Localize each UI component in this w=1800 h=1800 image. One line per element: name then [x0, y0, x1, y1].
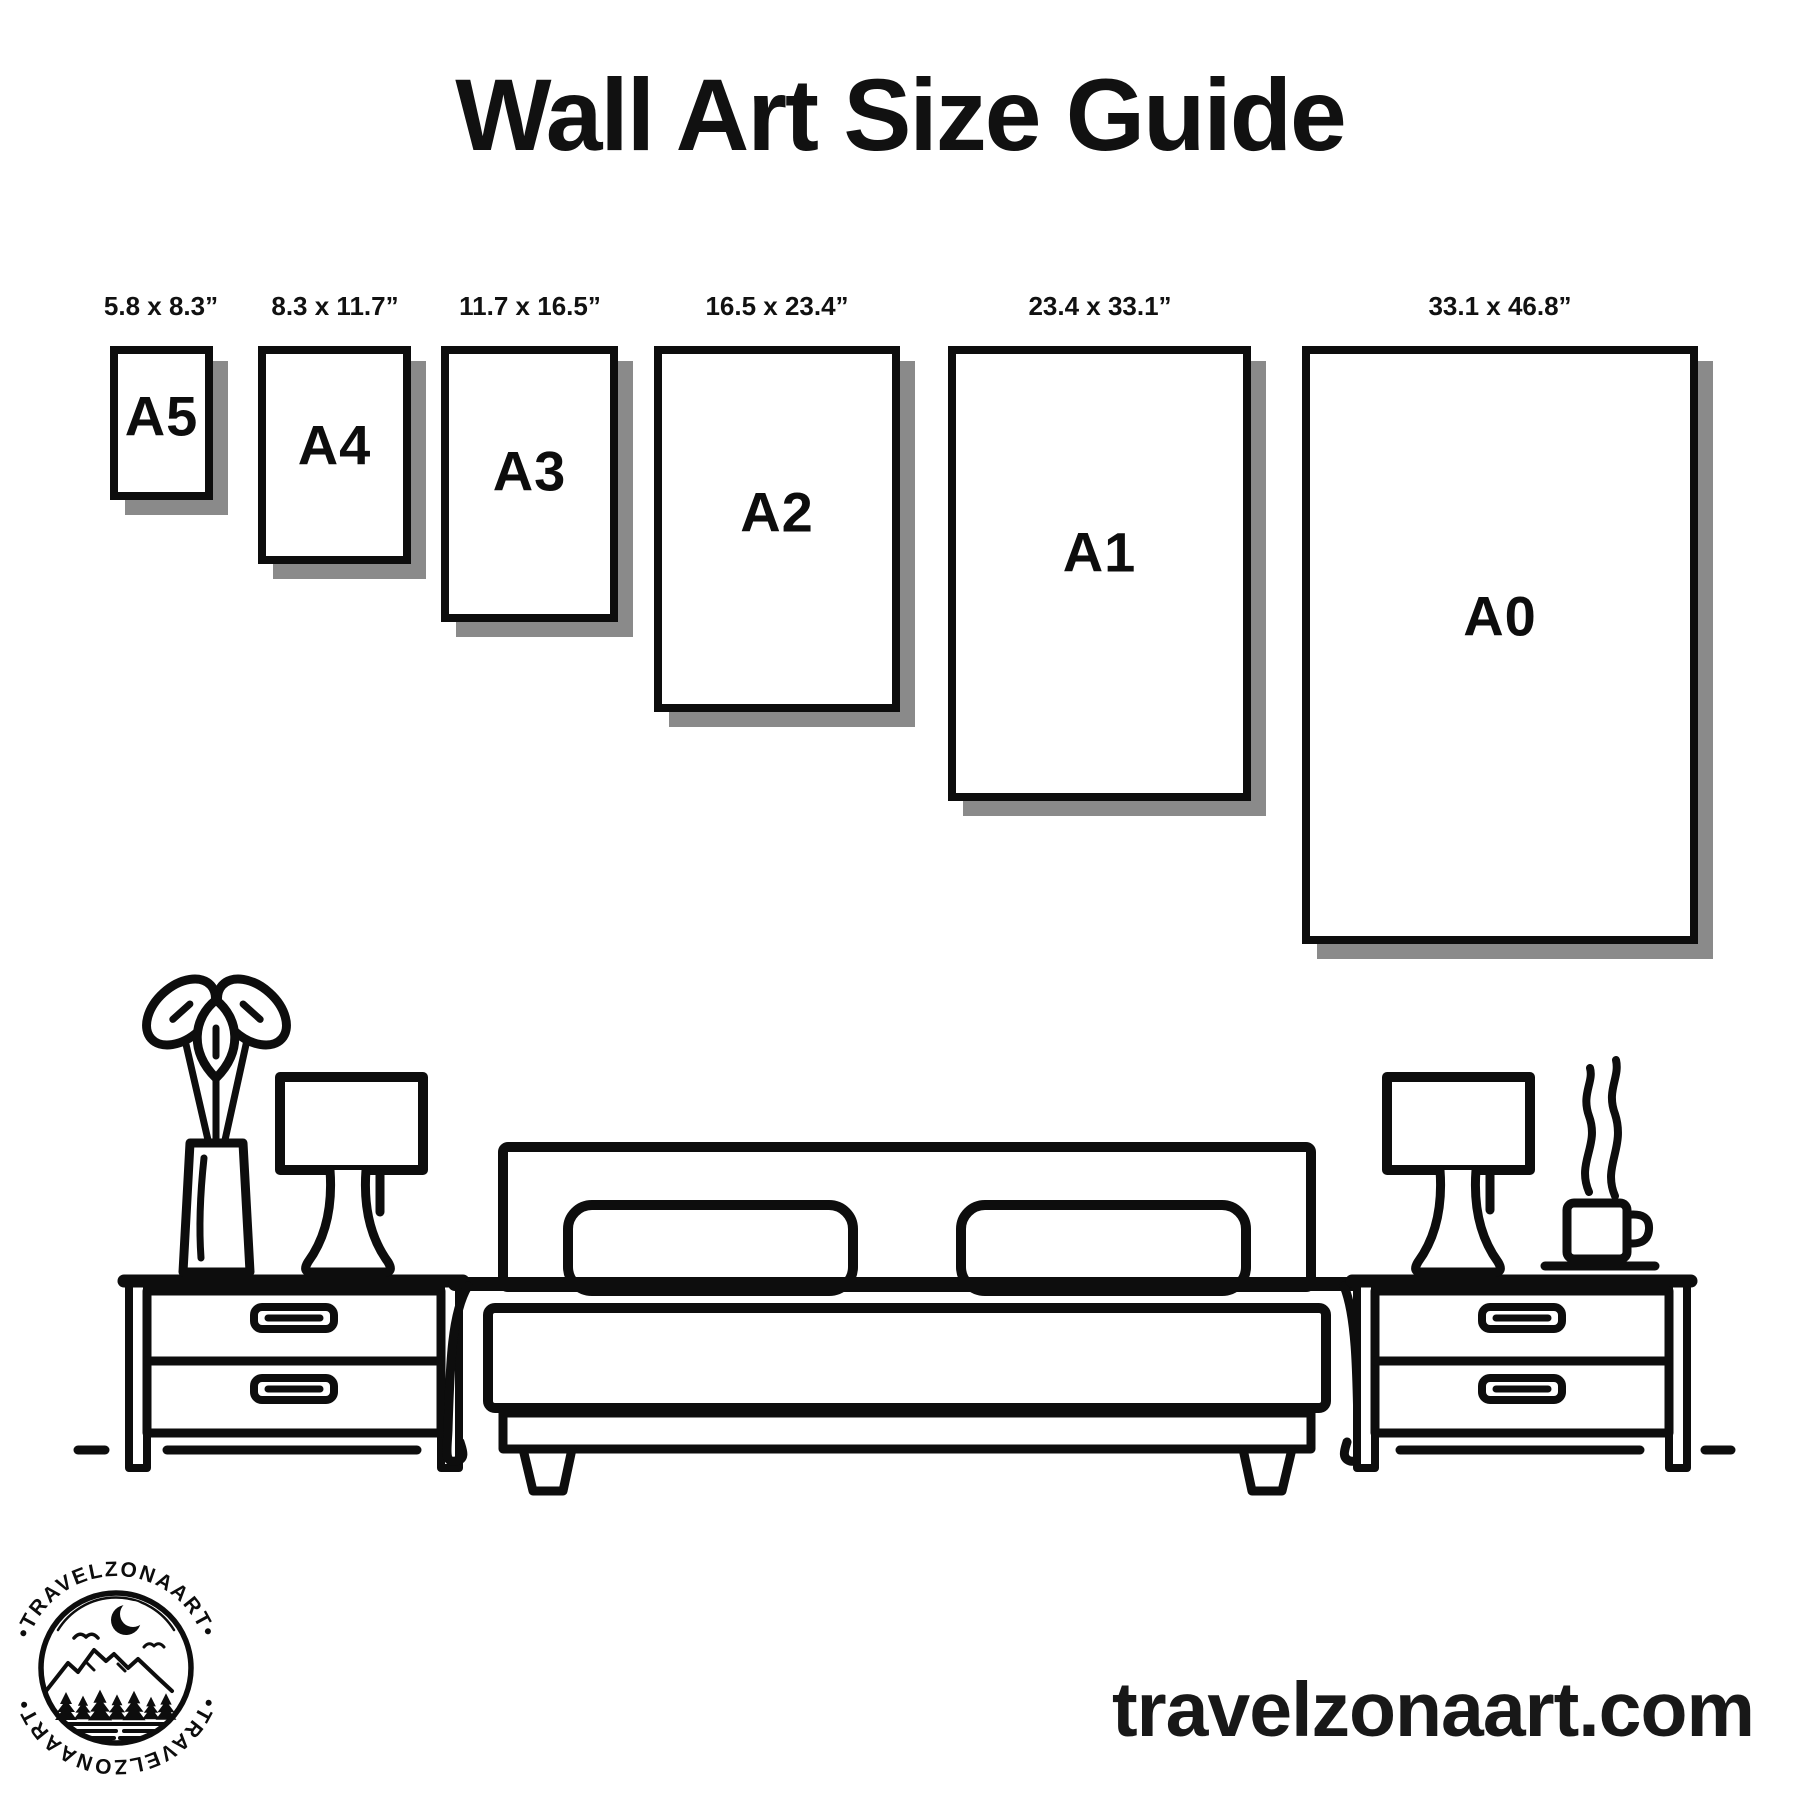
logo-landscape [46, 1597, 176, 1738]
poster-frame-a1 [948, 346, 1251, 801]
frame-code-a3: A3 [492, 439, 567, 503]
size-label-a4: 8.3 x 11.7” [271, 291, 399, 321]
poster-frame-a4 [258, 346, 411, 564]
size-label-a3: 11.7 x 16.5” [459, 291, 601, 321]
nightstand-left-icon [124, 1281, 463, 1468]
moon-icon [111, 1601, 146, 1635]
logo-brand-top: •TRAVELZONAART• [11, 1558, 221, 1641]
coffee-cup-icon [1545, 1060, 1655, 1266]
poster-frame-a3 [441, 346, 618, 622]
pine-trees-icon [55, 1690, 176, 1721]
size-label-a0: 33.1 x 46.8” [1428, 291, 1572, 321]
frame-code-a5: A5 [124, 384, 199, 448]
brand-logo-badge [6, 1558, 226, 1778]
plant-vase-icon [134, 966, 299, 1272]
mountains-icon [46, 1650, 172, 1691]
poster-frame-a5 [110, 346, 213, 500]
bedroom-illustration [0, 850, 1800, 1500]
frame-code-a0: A0 [1463, 584, 1537, 648]
double-bed-icon [447, 1147, 1360, 1491]
page-title: Wall Art Size Guide [455, 58, 1345, 172]
table-lamp-left-icon [280, 1077, 423, 1272]
bird-icon [74, 1634, 164, 1647]
nightstand-right-icon [1352, 1281, 1691, 1468]
steam-icon [1585, 1060, 1618, 1196]
table-lamp-right-icon [1387, 1077, 1530, 1272]
size-label-a5: 5.8 x 8.3” [103, 291, 219, 321]
frame-code-a1: A1 [1062, 520, 1137, 584]
website-url: travelzonaart.com [1111, 1667, 1754, 1753]
logo-brand-bottom: •TRAVELZONAART• [11, 1695, 221, 1778]
poster-frame-a2 [654, 346, 900, 712]
size-label-a1: 23.4 x 33.1” [1028, 291, 1172, 321]
frame-code-a4: A4 [297, 413, 372, 477]
size-label-a2: 16.5 x 23.4” [705, 291, 849, 321]
frame-code-a2: A2 [740, 480, 814, 543]
